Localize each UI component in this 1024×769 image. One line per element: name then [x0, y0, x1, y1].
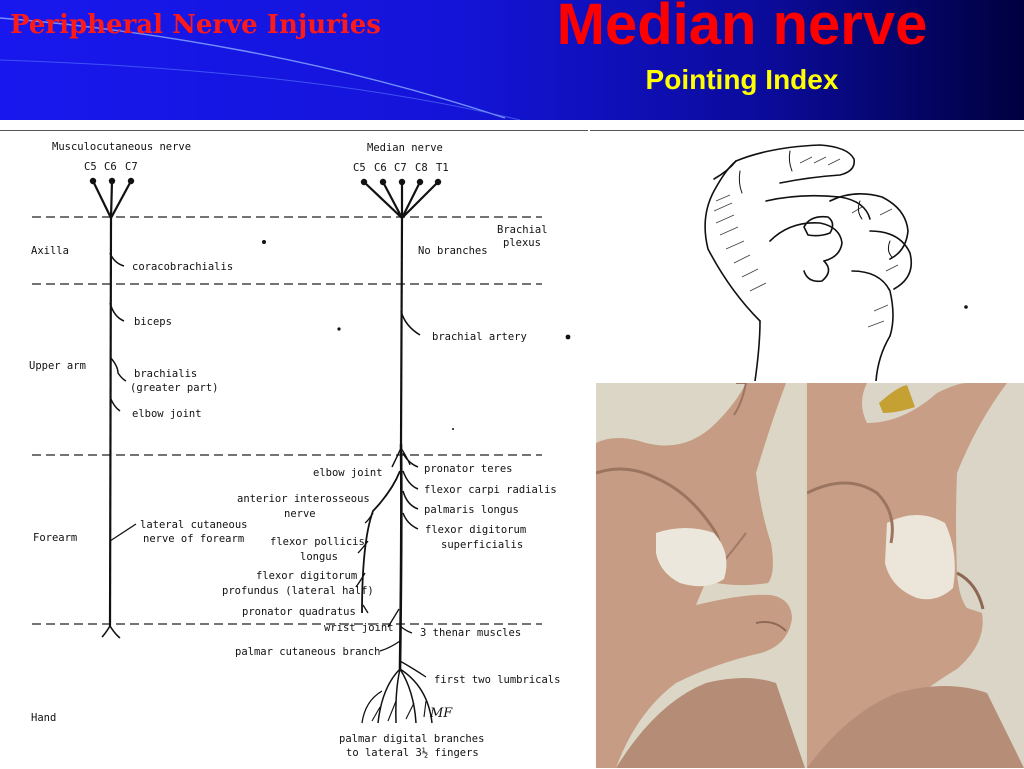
region-hand: Hand	[31, 712, 57, 724]
label-longus: longus	[300, 551, 338, 563]
musculocutaneous-title: Musculocutaneous nerve	[52, 141, 192, 153]
label-flexor-digitorum: flexor digitorum	[425, 524, 527, 536]
label-nerve-of-forearm: nerve of forearm	[143, 533, 245, 545]
label-lateral-cutaneous: lateral cutaneous	[140, 519, 248, 531]
nerve-branching-diagram	[0, 130, 588, 769]
level-lines	[32, 217, 542, 624]
label-palmar-digital: palmar digital branches	[339, 733, 485, 745]
region-plexus: plexus	[503, 237, 541, 249]
md-root-c6: C6	[374, 162, 387, 174]
label-brachial-artery: brachial artery	[432, 331, 527, 343]
region-axilla: Axilla	[31, 245, 69, 257]
label-superficialis: superficialis	[441, 539, 524, 551]
label-thenar-muscles: 3 thenar muscles	[420, 627, 522, 639]
slide-title-text: Median nerve	[556, 0, 928, 57]
mc-root-c6: C6	[104, 161, 117, 173]
course-title: Peripheral Nerve Injuries	[10, 10, 381, 40]
hand-sketch-pointing-index	[590, 130, 1024, 381]
slide-subtitle: Pointing Index	[645, 64, 839, 95]
musculocutaneous-nerve-tree	[93, 181, 136, 638]
label-lateral-fingers: to lateral 3½ fingers	[346, 747, 479, 759]
label-brachialis: brachialis	[134, 368, 198, 380]
md-root-c8: C8	[415, 162, 428, 174]
label-profundus-lateral-half: profundus (lateral half)	[222, 585, 374, 597]
region-upper-arm: Upper arm	[29, 360, 86, 372]
label-anterior-interosseous: anterior interosseous	[237, 493, 370, 505]
label-first-two-lumbricals: first two lumbricals	[434, 674, 561, 686]
mc-root-c5: C5	[84, 161, 97, 173]
label-pronator-quadratus: pronator quadratus	[242, 606, 356, 618]
label-flexor-pollicis: flexor pollicis	[270, 536, 365, 548]
artist-signature: MF	[430, 706, 453, 721]
label-ai-nerve: nerve	[284, 508, 316, 520]
hand-sketch-drawing	[590, 131, 1024, 381]
hand-photo-left	[596, 383, 805, 768]
label-biceps: biceps	[134, 316, 172, 328]
label-mc-elbow-joint: elbow joint	[132, 408, 202, 420]
label-wrist-joint: wrist joint	[324, 622, 394, 634]
median-title: Median nerve	[367, 142, 443, 154]
label-greater-part: (greater part)	[130, 382, 219, 394]
slide-header	[0, 0, 1024, 120]
label-coracobrachialis: coracobrachialis	[132, 261, 234, 273]
hand-photo-right	[807, 383, 1024, 768]
label-pronator-teres: pronator teres	[424, 463, 513, 475]
musculocutaneous-root-dots	[90, 178, 134, 184]
mc-root-c7: C7	[125, 161, 138, 173]
label-no-branches: No branches	[418, 245, 488, 257]
slide-title	[0, 0, 1024, 57]
label-palmaris-longus: palmaris longus	[424, 504, 519, 516]
hand-photos-pointing-index	[596, 383, 1024, 768]
md-root-t1: T1	[436, 162, 449, 174]
md-root-c7: C7	[394, 162, 407, 174]
md-root-c5: C5	[353, 162, 366, 174]
label-flexor-digitorum-profundus: flexor digitorum	[256, 570, 358, 582]
median-nerve-tree	[356, 182, 438, 723]
region-forearm: Forearm	[33, 532, 78, 544]
region-brachial: Brachial	[497, 224, 548, 236]
label-palmar-cutaneous: palmar cutaneous branch	[235, 646, 381, 658]
label-flexor-carpi-radialis: flexor carpi radialis	[424, 484, 557, 496]
median-root-dots	[361, 179, 441, 185]
label-md-elbow-joint: elbow joint	[313, 467, 383, 479]
